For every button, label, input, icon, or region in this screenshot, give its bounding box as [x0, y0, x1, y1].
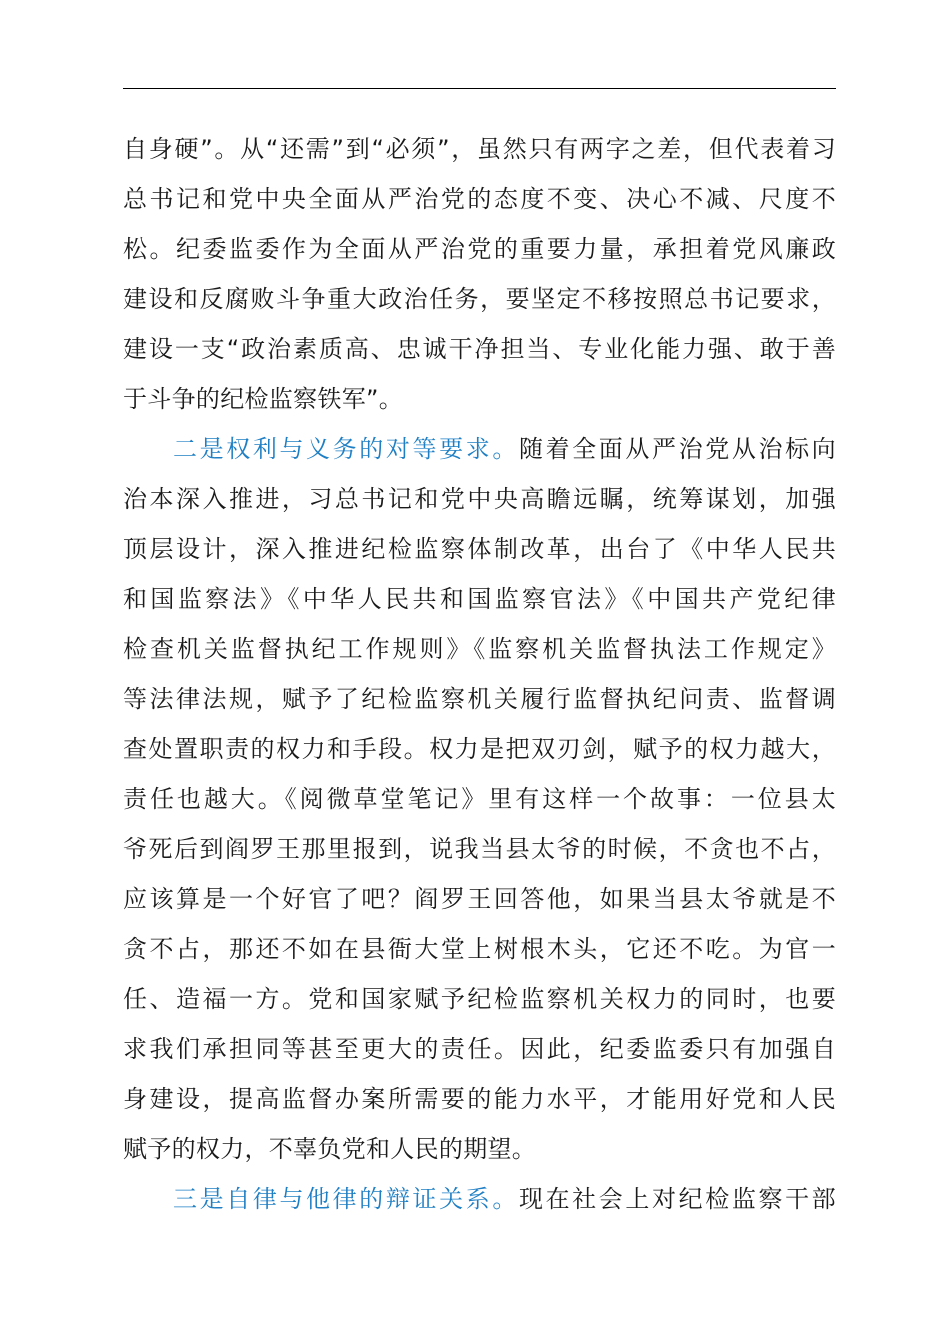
paragraph-1: [123, 124, 836, 424]
paragraph-heading: 二是权利与义务的对等要求。: [173, 435, 519, 463]
paragraph-3: [123, 1174, 836, 1224]
text-line: 于斗争的纪检监察铁军”。: [123, 385, 404, 413]
text-line: 顶层设计，深入推进纪检监察体制改革，出台了《中华人民共: [123, 535, 836, 563]
text-line: 身建设，提高监督办案所需要的能力水平，才能用好党和人民: [123, 1085, 836, 1113]
text-line: 自身硬”。从“还需”到“必须”，虽然只有两字之差，但代表着习: [123, 135, 836, 163]
text-line: 松。纪委监委作为全面从严治党的重要力量，承担着党风廉政: [123, 235, 836, 263]
text-line: 等法律法规，赋予了纪检监察机关履行监督执纪问责、监督调: [123, 685, 836, 713]
text-line: 贪不占，那还不如在县衙大堂上树根木头，它还不吃。为官一: [123, 935, 836, 963]
paragraph-heading: 三是自律与他律的辩证关系。: [173, 1185, 519, 1213]
text-line: 赋予的权力，不辜负党和人民的期望。: [123, 1135, 537, 1163]
header-rule: [123, 88, 836, 89]
text-line: 查处置职责的权力和手段。权力是把双刃剑，赋予的权力越大，: [123, 735, 836, 763]
document-body: [123, 124, 836, 1224]
text-line: 和国监察法》《中华人民共和国监察官法》《中国共产党纪律: [123, 585, 836, 613]
text-line-first: [123, 1174, 836, 1224]
text-line: 建设一支“政治素质高、忠诚干净担当、专业化能力强、敢于善: [123, 335, 836, 363]
text-line: 检查机关监督执纪工作规则》《监察机关监督执法工作规定》: [123, 635, 836, 663]
text-line: 任、造福一方。党和国家赋予纪检监察机关权力的同时，也要: [123, 985, 836, 1013]
text-line: 责任也越大。《阅微草堂笔记》里有这样一个故事：一位县太: [123, 785, 836, 813]
text-line: 建设和反腐败斗争重大政治任务，要坚定不移按照总书记要求，: [123, 285, 836, 313]
text-line: 爷死后到阎罗王那里报到，说我当县太爷的时候，不贪也不占，: [123, 835, 836, 863]
text-line: 求我们承担同等甚至更大的责任。因此，纪委监委只有加强自: [123, 1035, 836, 1063]
text-line: 应该算是一个好官了吧？阎罗王回答他，如果当县太爷就是不: [123, 885, 836, 913]
text-line-first: [123, 424, 836, 474]
paragraph-2: [123, 424, 836, 1174]
paragraph-text: 现在社会上对纪检监察干部: [518, 1185, 836, 1213]
text-line: 总书记和党中央全面从严治党的态度不变、决心不减、尺度不: [123, 185, 836, 213]
paragraph-text: 随着全面从严治党从治标向: [518, 435, 836, 463]
text-line: 治本深入推进，习总书记和党中央高瞻远瞩，统筹谋划，加强: [123, 485, 836, 513]
